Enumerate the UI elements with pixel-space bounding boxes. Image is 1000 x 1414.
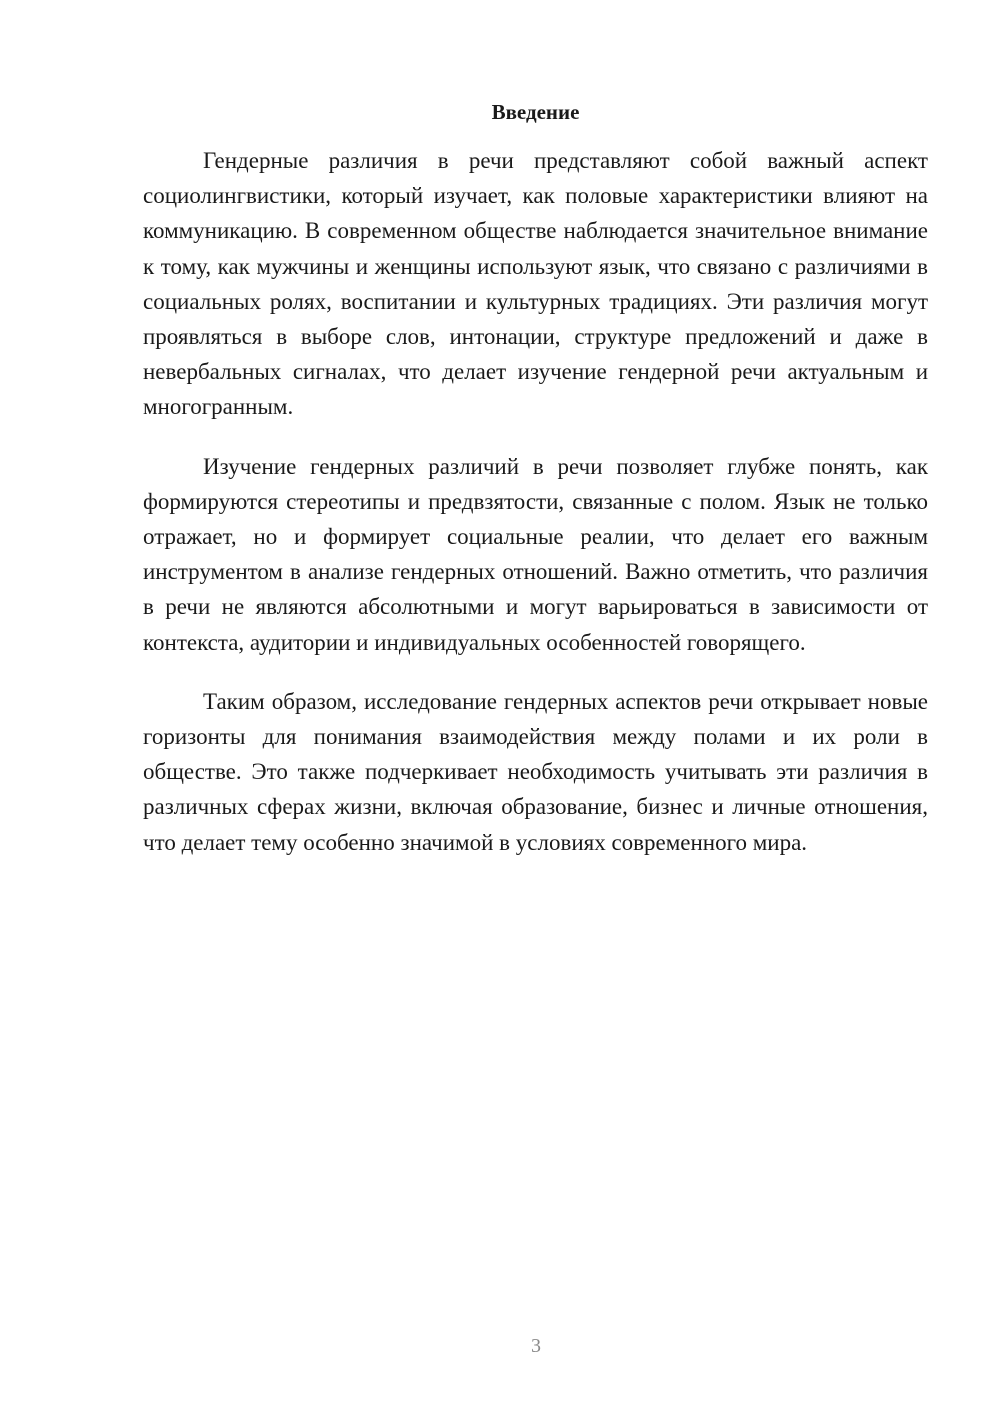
paragraph-1: Гендерные различия в речи представляют собой важный аспект социолингвистики, который изучает, как половые характеристики влияют на коммуникацию. В современном обществе наблюдается значительное внимание к тому, как мужчины и женщины используют язык, что связано с различиями в социальных ролях, воспитании и культурных традициях. Эти различия могут проявляться в выборе слов, интонации, структуре предложений и даже в невербальных сигналах, что делает изучение гендерной речи актуальным и многогранным.: [143, 148, 928, 420]
section-heading: Введение: [491, 100, 580, 124]
page-number: 3: [531, 1335, 541, 1357]
body-text: [143, 143, 928, 884]
paragraph-3: Таким образом, исследование гендерных аспектов речи открывает новые горизонты для понимания взаимодействия между полами и их роли в обществе. Это также подчеркивает необходимость учитывать эти различия в различных сферах жизни, включая образование, бизнес и личные отношения, что делает тему особенно значимой в условиях современного мира.: [143, 688, 928, 855]
paragraph-2: Изучение гендерных различий в речи позволяет глубже понять, как формируются стереотипы и предвзятости, связанные с полом. Язык не только отражает, но и формирует социальные реалии, что делает его важным инструментом в анализе гендерных отношений. Важно отметить, что различия в речи не являются абсолютными и могут варьироваться в зависимости от контекста, аудитории и индивидуальных особенностей говорящего.: [143, 453, 928, 655]
